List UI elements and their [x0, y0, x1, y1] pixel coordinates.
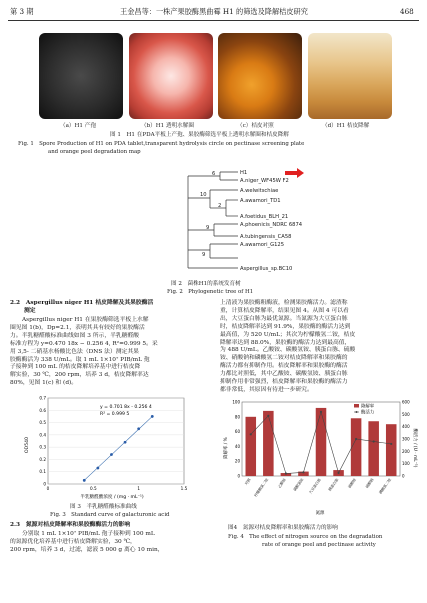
fig4-category-label: 大豆蛋白胨 [308, 477, 322, 495]
fig4-bar [316, 408, 327, 476]
taxon-a-foetidus: A.foetidus_BLH_21 [240, 214, 289, 220]
running-title: 王金昌等：一株产果胶酶黑曲霉 H1 的筛选及降解桔皮研究 [120, 7, 308, 16]
fig3-ytick-label: 0.3 [39, 444, 46, 450]
fig3-data-point [137, 427, 140, 430]
fig1-caption-cn: 图 1 H1 在PDA平板上产孢、果胶酶筛选平板上透明水解圈和桔皮降解 [110, 132, 289, 138]
taxon-a-awamori-g125: A.awamori_G125 [240, 242, 285, 248]
fig4-activity-point [285, 472, 287, 474]
fig4-ytick-right: 400 [402, 424, 410, 430]
nitrogen-source-chart [222, 398, 420, 518]
fig4-category-label: 硫酸铵 [347, 477, 357, 489]
fig1-label-d: （d）H1 桔皮降解 [322, 123, 370, 129]
fig4-ylabel-right: 酶活力 / (U · mL⁻¹) [412, 428, 417, 468]
fig3-ytick-label: 0 [43, 481, 46, 487]
photo-h1-sporulation [39, 33, 123, 119]
fig4-ytick-right: 600 [402, 399, 410, 405]
fig4-bar [263, 411, 274, 476]
taxon-aspergillus-sp: Aspergillus_sp.BC10 [240, 266, 293, 272]
fig3-xtick-label: 0 [46, 486, 50, 491]
fig4-ylabel-left: 降解率 / % [224, 437, 229, 459]
fig3-ytick-label: 0.6 [39, 407, 46, 413]
bootstrap-2: 2 [218, 203, 222, 209]
fig3-caption-en: Fig. 3 Standard curve of galacturonic acid [50, 512, 170, 518]
fig1-label-b: （b）H1 透明水解圈 [141, 123, 194, 129]
bootstrap-6: 6 [212, 171, 216, 177]
bootstrap-9a: 9 [206, 225, 210, 231]
fig2-caption-cn: 图 2 菌株H1的系统发育树 [171, 281, 241, 287]
issue-number: 第 3 期 [10, 7, 34, 16]
fig4-activity-point [250, 433, 252, 435]
legend-activity: 酶活力 [361, 410, 375, 416]
fig4-ytick-left: 60 [234, 429, 240, 435]
taxon-a-tubingensis: A.tubingensis_CA58 [240, 234, 292, 240]
fig4-bar [386, 424, 397, 476]
phylogenetic-tree [170, 168, 350, 278]
bootstrap-10: 10 [200, 192, 207, 198]
fig4-category-label: 柠檬酸氢二铵 [253, 477, 270, 498]
taxon-a-awamori-td1: A.awamori_TD1 [240, 198, 281, 204]
fig3-ytick-label: 0.2 [39, 456, 46, 462]
fig1-caption-en-2: and orange peel degradation map [48, 149, 141, 155]
fig4-bar [246, 417, 257, 476]
fig3-ytick-label: 0.1 [39, 469, 46, 475]
fig4-category-label: 对照 [244, 477, 252, 486]
photo-h1-hydrolysis-circle [129, 33, 213, 119]
fig3-xtick-label: 1 [137, 486, 141, 491]
legend-degradation-swatch [354, 404, 359, 408]
fig4-ytick-right: 200 [402, 448, 410, 454]
standard-curve-chart [22, 390, 192, 502]
section-2-2-heading-2: 测定 [24, 308, 36, 314]
fig4-activity-point [355, 438, 357, 440]
fig4-activity-point [267, 415, 269, 417]
fig3-data-point [151, 415, 154, 418]
fig4-bar [368, 421, 379, 476]
taxon-a-welwitschiae: A.welwitschiae [240, 188, 279, 194]
fig4-bar [351, 418, 362, 476]
fig4-ytick-left: 100 [232, 399, 240, 405]
fig4-ytick-right: 0 [402, 473, 405, 479]
fig3-data-point [124, 441, 127, 444]
section-2-2-heading-1: 2.2 Aspergillus niger H1 桔皮降解及其果胶酶活 [10, 300, 154, 306]
fig1-label-c: （c）桔皮对照 [237, 123, 274, 129]
fig3-ytick-label: 0.4 [39, 432, 46, 438]
fig3-r2: R² = 0.999 5 [100, 412, 130, 417]
fig3-caption-cn: 图 3 半乳糖醛酸标准曲线 [70, 504, 137, 510]
fig3-ytick-label: 0.5 [39, 420, 46, 426]
fig4-activity-point [373, 440, 375, 442]
fig4-activity-point [320, 411, 322, 413]
fig3-data-point [83, 479, 86, 482]
fig4-ytick-right: 300 [402, 436, 410, 442]
fig3-xtick-label: 1.5 [180, 486, 188, 491]
section-2-2-body: Aspergillus niger H1 在果胶酶筛选平板上水解 圈见图 1(b)，Dp=2.1，表明其具有较好的果胶酶活 力。半乳糖醛酸标准曲线如图 3 所示，半乳糖醛酸 标准方程为 y=0.470 18x − 0.256 4, R²=0.999 5。采 用 3,5- 二硝基水杨酸比色法（DNS 法）测定其果 胶酶酶活为 338 U/mL。取 1 mL 1×10⁷ PIB/mL 孢 子接种到 100 mL 的桔皮降解培养基中进行桔皮降 解实验，30 ℃，200 rpm，培养 3 d，桔皮降解率达 80%，见图 1(c) 和 (d)。 [10, 317, 158, 387]
legend-activity-marker [356, 411, 358, 413]
fig1-label-a: （a）H1 产孢 [60, 123, 96, 129]
fig4-category-label: 碳酸氢铵 [292, 477, 305, 492]
bootstrap-9b: 9 [202, 252, 206, 258]
fig4-category-label: 胰蛋白胨 [327, 477, 340, 492]
right-column-body: 上清液为果胶酶粗酶液，检测果胶酶活力。滤渣称 重，计算桔皮降解率，结果见图 4。从图 4 可以看 出，大豆蛋白胨为最优氮源。当氮源为大豆蛋白胨 时，桔皮降解率达到 91.9%，果胶酶的酶活力达到 最高值，为 520 U/mL；其次为柠檬酸氢二铵，桔皮 降解率达到 88.0%，果胶酶的酶活力达到最高值， 为 488 U/mL。乙酸铵、碳酸氢铵、胰蛋白胨、硫酸 铵、硝酸钠和磷酸氢二铵对桔皮降解率和果胶酶的 酶活力都有抑制作用。桔皮降解率和果胶酶的酶活 力都比对照低，其中乙酸铵、碳酸氢铵、胰蛋白胨 抑制作用非常强烈，桔皮降解率和果胶酶的酶活力 都非常低，其原因有待进一步研究。 [220, 300, 356, 393]
fig3-equation: y = 0.701 8x - 0.256 4 [100, 405, 152, 410]
page-number: 468 [400, 7, 414, 16]
photo-h1-peel-degradation [308, 33, 392, 119]
fig3-data-point [96, 467, 99, 470]
fig3-trendline [84, 416, 152, 480]
fig4-ytick-left: 0 [237, 473, 240, 479]
fig4-activity-point [390, 443, 392, 445]
fig1-caption-en-1: Fig. 1 Spore Production of H1 on PDA tablet,transparent hydrolysis circle on pectinase screening plate [18, 141, 305, 147]
fig4-activity-point [302, 471, 304, 473]
header-rule [8, 20, 419, 21]
taxon-a-niger: A.niger_WF45W F2 [240, 178, 289, 184]
taxon-a-phoenicis: A.phoenicis_NDRC 6874 [240, 222, 303, 228]
fig4-ytick-right: 100 [402, 461, 410, 467]
fig2-caption-en: Fig. 2 Phylogenetic tree of H1 [167, 289, 254, 295]
fig3-xtick-label: 0.5 [89, 486, 97, 491]
fig4-category-label: 乙酸铵 [277, 477, 287, 489]
fig4-ytick-left: 40 [234, 443, 240, 449]
fig4-ytick-left: 20 [234, 458, 240, 464]
legend-degradation: 降解率 [361, 404, 375, 410]
fig3-data-point [110, 453, 113, 456]
fig4-activity-point [337, 472, 339, 474]
fig3-xlabel: 半乳糖醛酸浓度 / (mg · mL⁻¹) [80, 495, 144, 500]
fig4-category-label: 磷酸氢二铵 [378, 477, 393, 495]
fig4-category-label: 硝酸钠 [365, 477, 375, 489]
fig4-xlabel: 氮源 [315, 511, 325, 516]
fig4-ytick-right: 500 [402, 411, 410, 417]
highlight-arrow-icon [285, 168, 304, 178]
section-2-3-heading: 2.3 氮源对桔皮降解率和果胶酶酶活力的影响 [10, 522, 131, 528]
photo-orange-peel-control [218, 33, 302, 119]
taxon-h1: H1 [240, 170, 248, 176]
section-2-3-body: 分别取 1 mL 1×10⁷ PIB/mL 孢子接种到 100 mL 的氮源优化培养基中进行桔皮降解实验，30 ℃， 200 rpm，培养 3 d，过滤，滤液 5 000 g 离心 10 min， [10, 531, 164, 553]
fig3-ylabel: OD540 [25, 437, 30, 453]
fig4-ytick-left: 80 [234, 414, 240, 420]
fig4-caption-en-1: Fig. 4 The effect of nitrogen source on the degradation [228, 534, 383, 540]
fig4-caption-cn: 图4 氮源对桔皮降解率和果胶酶活力的影响 [228, 525, 338, 531]
fig3-plot-frame [48, 398, 184, 484]
fig4-caption-en-2: rate of orange peel and pectinase activity [262, 542, 376, 548]
fig3-ytick-label: 0.7 [39, 395, 46, 401]
